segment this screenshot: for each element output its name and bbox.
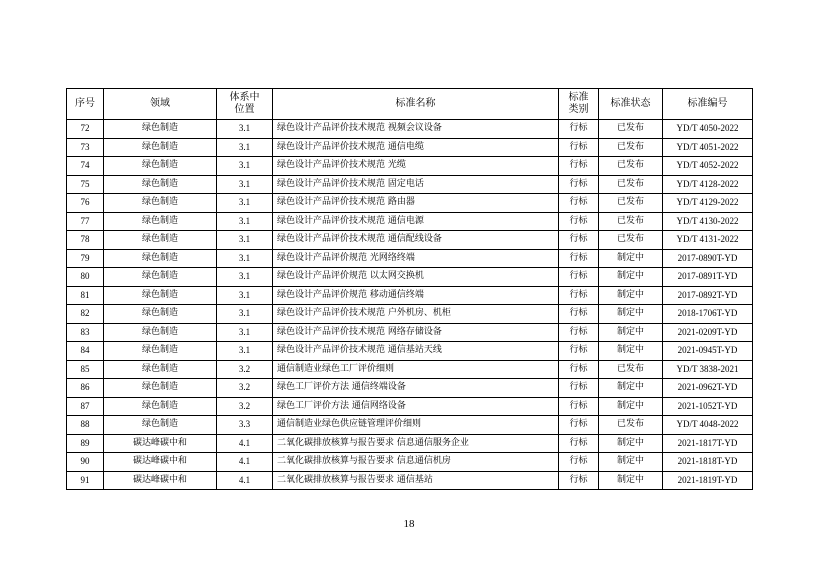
cell-system-position: 4.1 [217, 434, 273, 453]
cell-status: 制定中 [599, 471, 663, 490]
cell-field: 碳达峰碳中和 [104, 471, 217, 490]
cell-seq: 72 [67, 120, 104, 139]
cell-status: 制定中 [599, 286, 663, 305]
cell-standard-name: 绿色设计产品评价技术规范 通信基站天线 [273, 342, 559, 361]
cell-seq: 79 [67, 249, 104, 268]
table-row [67, 360, 753, 379]
cell-standard-type: 行标 [559, 175, 599, 194]
cell-field: 绿色制造 [104, 323, 217, 342]
cell-field: 绿色制造 [104, 249, 217, 268]
table-row [67, 453, 753, 472]
cell-standard-name: 绿色设计产品评价技术规范 路由器 [273, 194, 559, 213]
cell-field: 绿色制造 [104, 138, 217, 157]
cell-system-position: 3.1 [217, 120, 273, 139]
cell-code: YD/T 4131-2022 [663, 231, 753, 250]
cell-system-position: 3.1 [217, 305, 273, 324]
cell-status: 已发布 [599, 120, 663, 139]
cell-field: 绿色制造 [104, 305, 217, 324]
cell-standard-type: 行标 [559, 249, 599, 268]
cell-standard-type: 行标 [559, 268, 599, 287]
cell-standard-type: 行标 [559, 323, 599, 342]
cell-seq: 87 [67, 397, 104, 416]
cell-field: 绿色制造 [104, 379, 217, 398]
cell-seq: 91 [67, 471, 104, 490]
cell-field: 绿色制造 [104, 120, 217, 139]
cell-seq: 76 [67, 194, 104, 213]
cell-seq: 80 [67, 268, 104, 287]
cell-standard-type: 行标 [559, 379, 599, 398]
cell-status: 制定中 [599, 453, 663, 472]
cell-status: 已发布 [599, 157, 663, 176]
cell-code: 2021-1817T-YD [663, 434, 753, 453]
table-row [67, 268, 753, 287]
cell-system-position: 3.1 [217, 323, 273, 342]
cell-status: 已发布 [599, 212, 663, 231]
cell-status: 已发布 [599, 194, 663, 213]
table-row [67, 471, 753, 490]
cell-status: 制定中 [599, 434, 663, 453]
cell-standard-name: 通信制造业绿色工厂评价细则 [273, 360, 559, 379]
cell-system-position: 3.1 [217, 268, 273, 287]
cell-system-position: 3.1 [217, 231, 273, 250]
cell-code: 2021-0962T-YD [663, 379, 753, 398]
cell-field: 绿色制造 [104, 157, 217, 176]
cell-code: YD/T 4048-2022 [663, 416, 753, 435]
cell-seq: 83 [67, 323, 104, 342]
cell-system-position: 3.1 [217, 249, 273, 268]
table-row [67, 379, 753, 398]
standards-table [66, 88, 753, 490]
cell-code: 2021-0209T-YD [663, 323, 753, 342]
table-row [67, 434, 753, 453]
table-row [67, 175, 753, 194]
cell-system-position: 3.3 [217, 416, 273, 435]
cell-standard-name: 绿色设计产品评价技术规范 网络存储设备 [273, 323, 559, 342]
cell-seq: 89 [67, 434, 104, 453]
header-system-position-line2: 位置 [234, 104, 255, 115]
cell-standard-name: 绿色设计产品评价技术规范 固定电话 [273, 175, 559, 194]
cell-standard-type: 行标 [559, 453, 599, 472]
cell-standard-name: 绿色设计产品评价技术规范 光缆 [273, 157, 559, 176]
cell-standard-name: 二氧化碳排放核算与报告要求 信息通信机房 [273, 453, 559, 472]
cell-standard-type: 行标 [559, 342, 599, 361]
cell-field: 绿色制造 [104, 286, 217, 305]
cell-status: 已发布 [599, 416, 663, 435]
cell-system-position: 3.1 [217, 286, 273, 305]
header-seq: 序号 [67, 89, 104, 120]
table-row [67, 305, 753, 324]
cell-standard-name: 二氧化碳排放核算与报告要求 通信基站 [273, 471, 559, 490]
header-standard-name: 标准名称 [273, 89, 559, 120]
cell-status: 制定中 [599, 379, 663, 398]
cell-standard-name: 通信制造业绿色供应链管理评价细则 [273, 416, 559, 435]
cell-code: YD/T 4051-2022 [663, 138, 753, 157]
header-field: 领域 [104, 89, 217, 120]
cell-field: 绿色制造 [104, 194, 217, 213]
cell-status: 已发布 [599, 231, 663, 250]
cell-standard-type: 行标 [559, 416, 599, 435]
cell-status: 制定中 [599, 323, 663, 342]
cell-code: YD/T 4050-2022 [663, 120, 753, 139]
cell-status: 制定中 [599, 342, 663, 361]
table-row [67, 286, 753, 305]
cell-seq: 88 [67, 416, 104, 435]
cell-status: 制定中 [599, 305, 663, 324]
cell-seq: 81 [67, 286, 104, 305]
cell-standard-type: 行标 [559, 157, 599, 176]
cell-code: 2017-0890T-YD [663, 249, 753, 268]
cell-code: 2021-1819T-YD [663, 471, 753, 490]
cell-system-position: 3.1 [217, 157, 273, 176]
cell-standard-name: 绿色设计产品评价规范 移动通信终端 [273, 286, 559, 305]
cell-standard-type: 行标 [559, 194, 599, 213]
cell-standard-name: 绿色设计产品评价技术规范 户外机房、机柜 [273, 305, 559, 324]
cell-status: 制定中 [599, 268, 663, 287]
cell-system-position: 3.1 [217, 175, 273, 194]
cell-field: 碳达峰碳中和 [104, 453, 217, 472]
table-header-row [67, 89, 753, 120]
cell-standard-name: 绿色设计产品评价技术规范 通信配线设备 [273, 231, 559, 250]
cell-system-position: 3.1 [217, 212, 273, 231]
cell-status: 已发布 [599, 175, 663, 194]
table-row [67, 323, 753, 342]
header-system-position-line1: 体系中 [229, 92, 260, 103]
cell-seq: 85 [67, 360, 104, 379]
table-row [67, 416, 753, 435]
cell-system-position: 3.1 [217, 342, 273, 361]
cell-field: 碳达峰碳中和 [104, 434, 217, 453]
cell-system-position: 3.1 [217, 194, 273, 213]
cell-status: 制定中 [599, 397, 663, 416]
cell-code: YD/T 4052-2022 [663, 157, 753, 176]
cell-standard-name: 绿色设计产品评价技术规范 通信电缆 [273, 138, 559, 157]
cell-field: 绿色制造 [104, 212, 217, 231]
cell-seq: 82 [67, 305, 104, 324]
cell-standard-name: 绿色设计产品评价技术规范 视频会议设备 [273, 120, 559, 139]
cell-seq: 84 [67, 342, 104, 361]
cell-standard-type: 行标 [559, 286, 599, 305]
cell-standard-name: 绿色工厂评价方法 通信终端设备 [273, 379, 559, 398]
cell-standard-name: 绿色设计产品评价规范 以太网交换机 [273, 268, 559, 287]
cell-seq: 73 [67, 138, 104, 157]
cell-code: YD/T 4128-2022 [663, 175, 753, 194]
table-row [67, 138, 753, 157]
header-standard-type [559, 89, 599, 120]
cell-seq: 77 [67, 212, 104, 231]
table-row [67, 397, 753, 416]
cell-standard-name: 二氧化碳排放核算与报告要求 信息通信服务企业 [273, 434, 559, 453]
header-system-position [217, 89, 273, 120]
cell-standard-name: 绿色设计产品评价规范 光网络终端 [273, 249, 559, 268]
cell-field: 绿色制造 [104, 268, 217, 287]
cell-system-position: 4.1 [217, 453, 273, 472]
cell-seq: 90 [67, 453, 104, 472]
table-row [67, 157, 753, 176]
table-row [67, 212, 753, 231]
cell-system-position: 3.2 [217, 360, 273, 379]
table-row [67, 249, 753, 268]
cell-field: 绿色制造 [104, 231, 217, 250]
table-row [67, 231, 753, 250]
cell-standard-type: 行标 [559, 305, 599, 324]
cell-code: YD/T 4130-2022 [663, 212, 753, 231]
cell-status: 制定中 [599, 249, 663, 268]
cell-seq: 74 [67, 157, 104, 176]
page-number: 18 [403, 518, 415, 530]
cell-standard-type: 行标 [559, 360, 599, 379]
cell-code: YD/T 4129-2022 [663, 194, 753, 213]
cell-standard-type: 行标 [559, 397, 599, 416]
cell-standard-type: 行标 [559, 471, 599, 490]
header-code: 标准编号 [663, 89, 753, 120]
cell-standard-name: 绿色工厂评价方法 通信网络设备 [273, 397, 559, 416]
cell-status: 已发布 [599, 138, 663, 157]
cell-field: 绿色制造 [104, 397, 217, 416]
cell-seq: 86 [67, 379, 104, 398]
cell-system-position: 3.1 [217, 138, 273, 157]
cell-field: 绿色制造 [104, 416, 217, 435]
cell-code: 2021-0945T-YD [663, 342, 753, 361]
cell-standard-type: 行标 [559, 231, 599, 250]
cell-standard-type: 行标 [559, 434, 599, 453]
cell-code: 2021-1052T-YD [663, 397, 753, 416]
table-row [67, 194, 753, 213]
cell-seq: 78 [67, 231, 104, 250]
header-standard-type-line2: 类别 [568, 104, 589, 115]
cell-seq: 75 [67, 175, 104, 194]
header-standard-type-line1: 标准 [568, 92, 589, 103]
cell-system-position: 3.2 [217, 397, 273, 416]
cell-code: 2021-1818T-YD [663, 453, 753, 472]
cell-system-position: 4.1 [217, 471, 273, 490]
cell-field: 绿色制造 [104, 175, 217, 194]
table-row [67, 120, 753, 139]
cell-code: 2017-0891T-YD [663, 268, 753, 287]
cell-code: 2018-1706T-YD [663, 305, 753, 324]
cell-status: 已发布 [599, 360, 663, 379]
cell-standard-type: 行标 [559, 138, 599, 157]
table-row [67, 342, 753, 361]
table-body [67, 120, 753, 490]
cell-code: YD/T 3838-2021 [663, 360, 753, 379]
cell-standard-type: 行标 [559, 120, 599, 139]
header-status: 标准状态 [599, 89, 663, 120]
cell-field: 绿色制造 [104, 342, 217, 361]
cell-field: 绿色制造 [104, 360, 217, 379]
cell-standard-name: 绿色设计产品评价技术规范 通信电源 [273, 212, 559, 231]
cell-standard-type: 行标 [559, 212, 599, 231]
cell-system-position: 3.2 [217, 379, 273, 398]
cell-code: 2017-0892T-YD [663, 286, 753, 305]
